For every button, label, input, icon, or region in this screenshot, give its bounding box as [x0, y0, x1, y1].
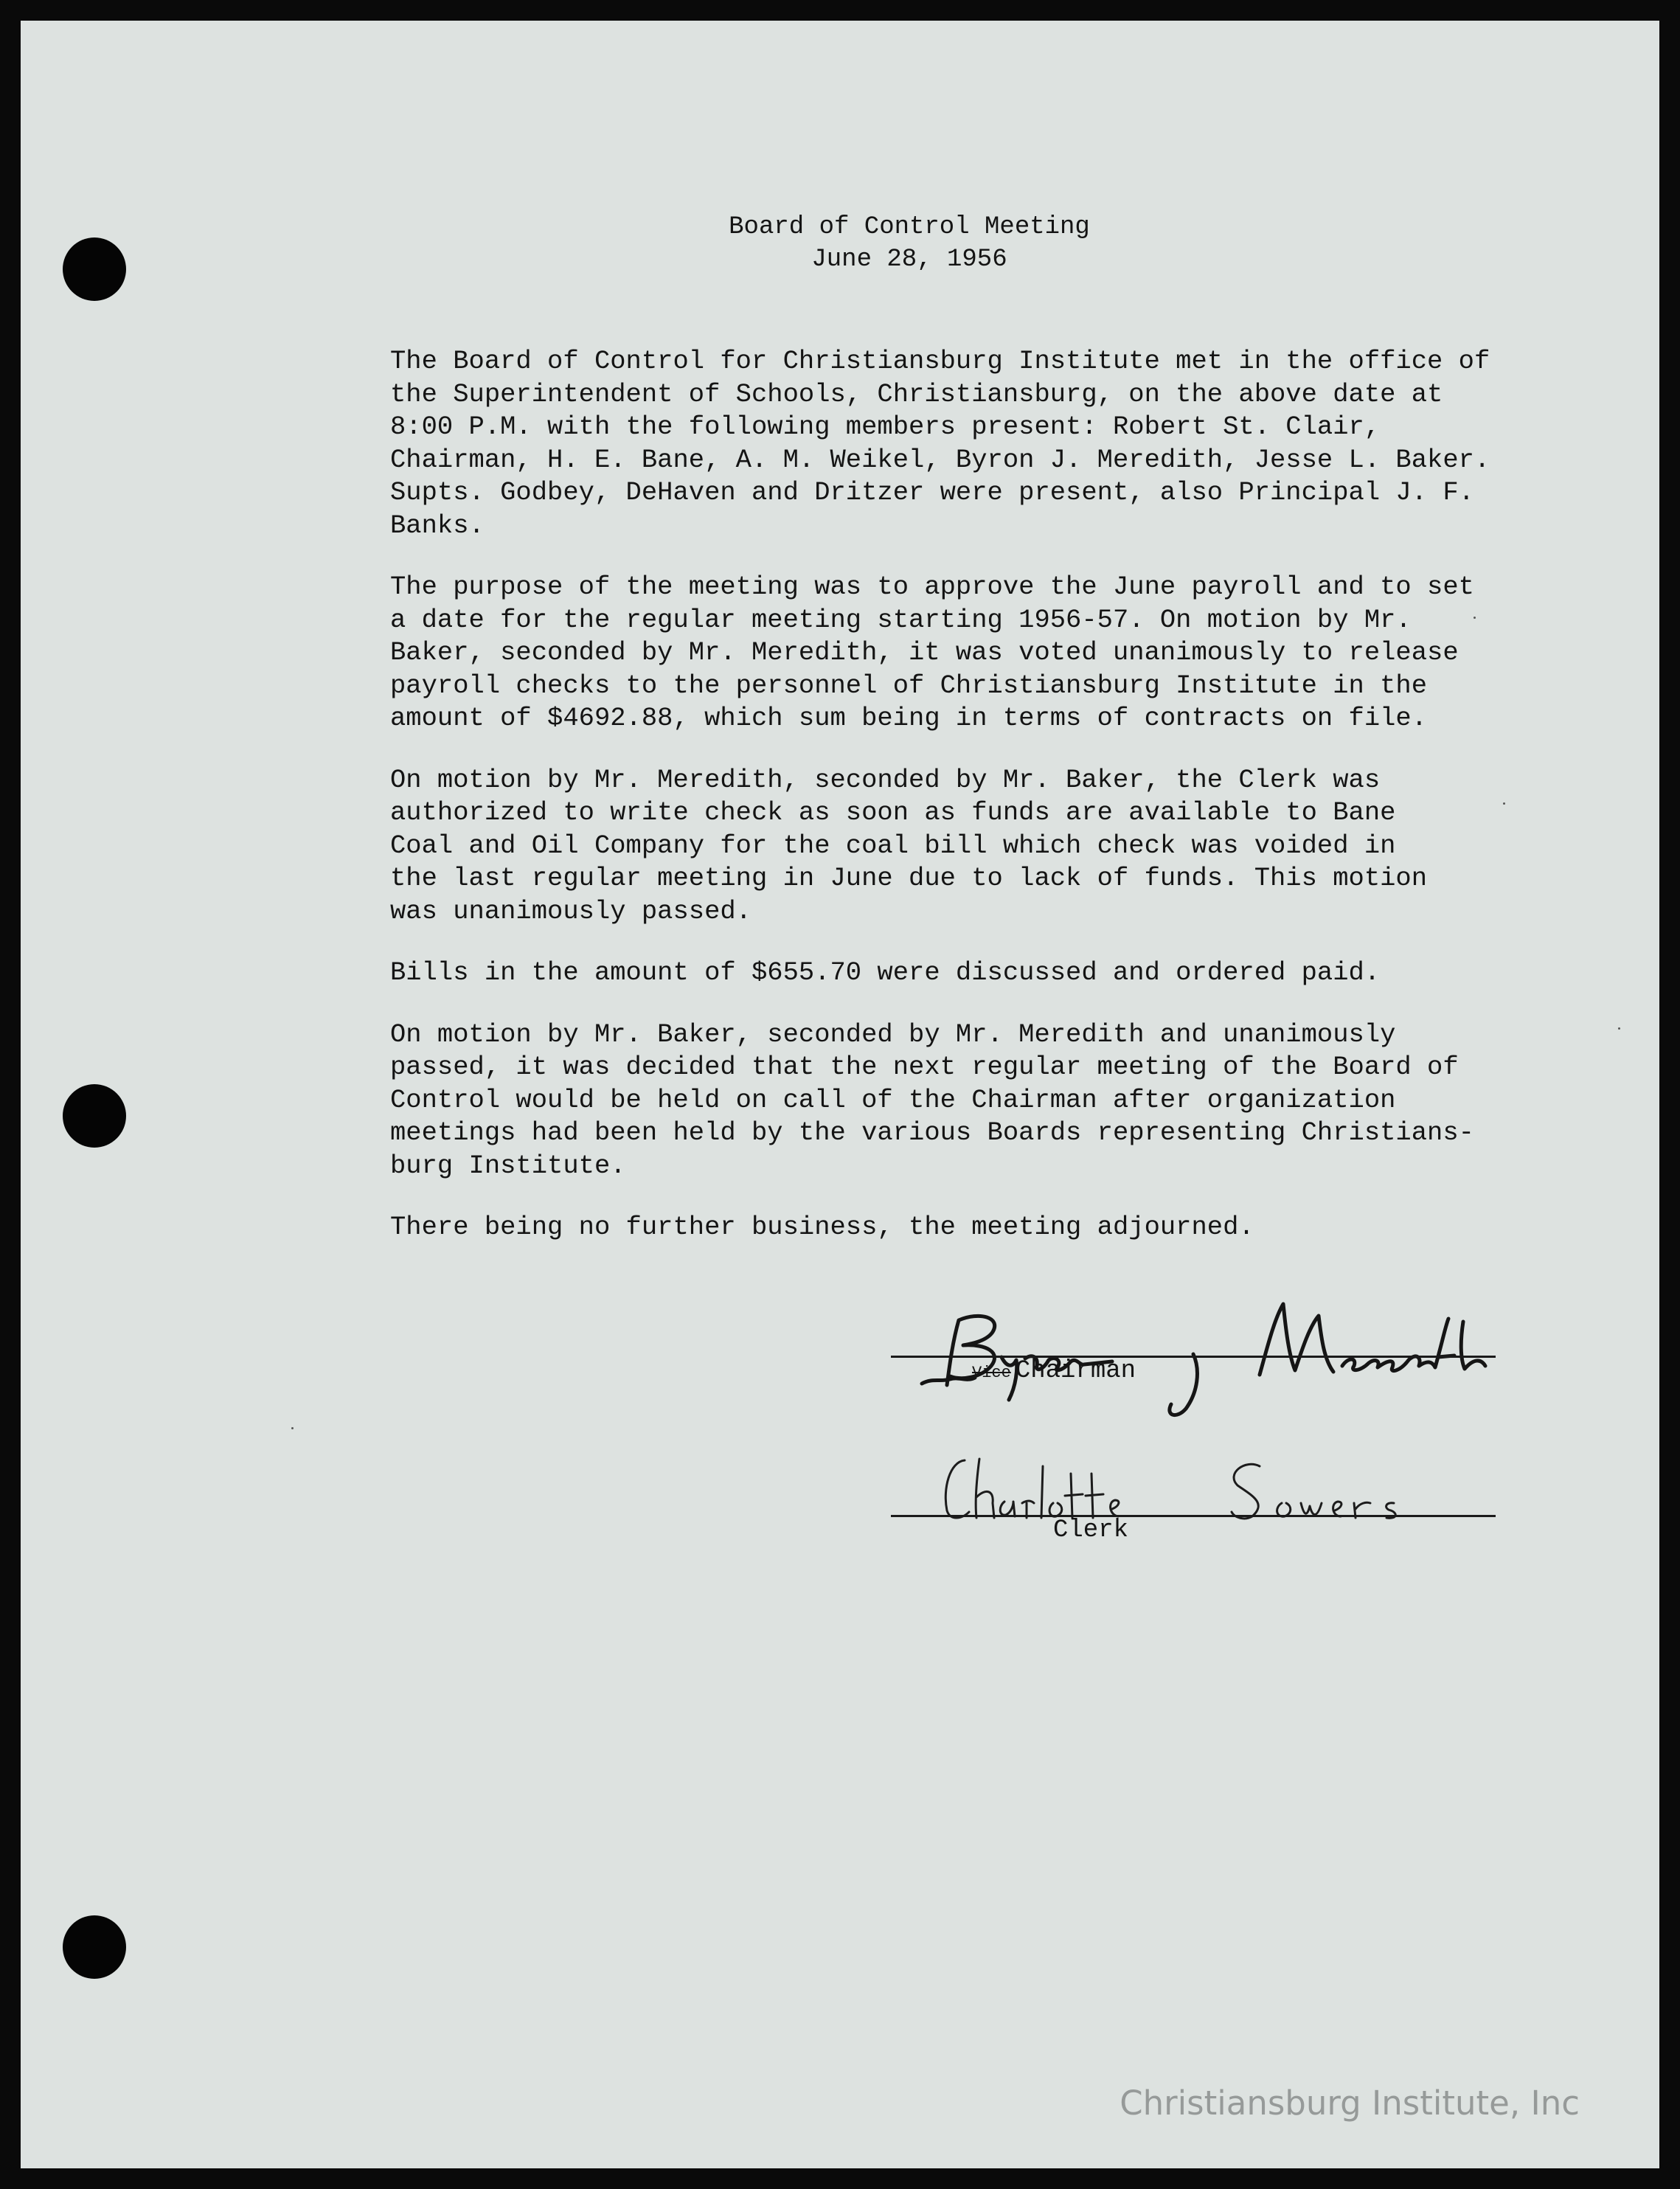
paper-speck [291, 1427, 294, 1429]
document-heading [21, 211, 1659, 276]
clerk-signature [928, 1444, 1503, 1533]
paragraph-payroll: The purpose of the meeting was to approve the June payroll and to set a date for the regular meeting starting 1956-57. On motion by Mr. Baker, seconded by Mr. Meredith, it was voted unanimously to release payroll checks to the personnel of Christiansburg Institute in the amount of $4692.88, which sum being in terms of contracts on file. [390, 572, 1474, 733]
chairman-label [972, 1357, 1136, 1385]
punch-hole [63, 1915, 126, 1979]
punch-hole [63, 1084, 126, 1148]
paragraph-attendance: The Board of Control for Christiansburg Institute met in the office of the Superintendent of Schools, Christiansburg, on the above date at 8:00 P.M. with the following members present: Robert St. Clair, Chairman, H. E. Bane, A. M. Weikel, Byron J. Meredith, Jesse L. Baker. Supts. Godbey, DeHaven and Dritzer were present, also Principal J. F. Banks. [390, 346, 1490, 541]
paragraph-coal-bill: On motion by Mr. Meredith, seconded by Mr. Baker, the Clerk was authorized to write check as soon as funds are available to Bane Coal and Oil Company for the coal bill which check was voided in the last regular meeting in June due to lack of funds. This motion was unanimously passed. [390, 764, 1428, 926]
document-title: Board of Control Meeting [729, 213, 1090, 241]
clerk-signature-line [891, 1515, 1496, 1517]
paragraph-bills: Bills in the amount of $655.70 were discussed and ordered paid. [390, 957, 1381, 988]
document-page [21, 21, 1659, 2168]
chairman-title: Chairman [1015, 1357, 1136, 1385]
paragraph-adjourned: There being no further business, the meeting adjourned. [390, 1212, 1254, 1242]
paragraph-next-meeting: On motion by Mr. Baker, seconded by Mr. Meredith and unanimously passed, it was decided that the next regular meeting of the Board of Control would be held on call of the Chairman after organization meetings had been held by the various Boards representing Christians- burg Institute. [390, 1019, 1474, 1181]
paper-speck [1618, 1027, 1620, 1030]
paper-speck [1474, 617, 1476, 619]
document-body [390, 345, 1541, 1273]
paper-speck [1503, 802, 1505, 805]
document-date: June 28, 1956 [811, 246, 1007, 274]
clerk-label: Clerk [1053, 1516, 1129, 1544]
watermark-text: Christiansburg Institute, Inc [1120, 2084, 1580, 2123]
struck-vice-prefix: Vice [972, 1364, 1011, 1382]
